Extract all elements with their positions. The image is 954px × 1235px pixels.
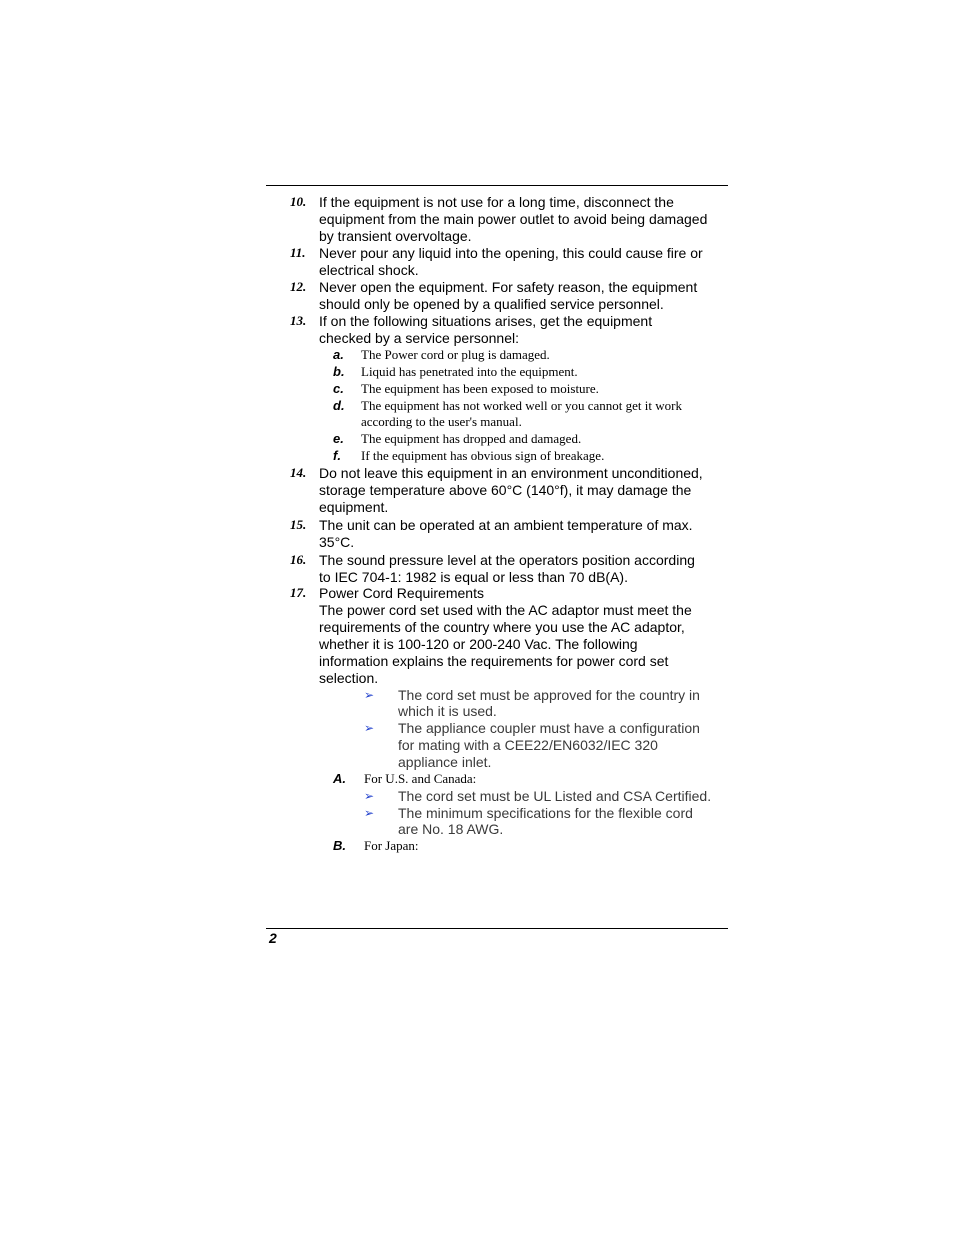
subitem-text: The equipment has been exposed to moisture. — [361, 381, 599, 396]
arrow-bullet-icon: ➢ — [364, 688, 375, 702]
subitem-letter: f. — [333, 448, 341, 463]
item-number: 17. — [290, 585, 307, 600]
item-text: The sound pressure level at the operators position according — [319, 552, 695, 568]
item-text: equipment. — [319, 499, 389, 515]
item-text: requirements of the country where you use the AC adaptor, — [319, 619, 685, 635]
item-text: storage temperature above 60°C (140°f), it may damage the — [319, 482, 692, 498]
item-number: 15. — [290, 517, 307, 532]
item-text: by transient overvoltage. — [319, 228, 472, 244]
region-label: For U.S. and Canada: — [364, 771, 477, 786]
item-text: The unit can be operated at an ambient temperature of max. — [319, 517, 693, 533]
item-text: whether it is 100-120 or 200-240 Vac. The following — [319, 636, 638, 652]
item-text: If on the following situations arises, get the equipment — [319, 313, 653, 329]
subitem-letter: b. — [333, 364, 345, 379]
bullet-text: are No. 18 AWG. — [398, 821, 504, 837]
item-text: Never open the equipment. For safety reason, the equipment — [319, 279, 698, 295]
region-letter: B. — [333, 838, 346, 853]
arrow-bullet-icon: ➢ — [364, 789, 375, 803]
region-letter: A. — [333, 771, 346, 786]
item-text: The power cord set used with the AC adaptor must meet the — [319, 602, 692, 618]
bullet-text: for mating with a CEE22/EN6032/IEC 320 — [398, 737, 658, 753]
item-number: 12. — [290, 279, 307, 294]
item-number: 11. — [290, 245, 306, 260]
item-text: equipment from the main power outlet to avoid being damaged — [319, 211, 708, 227]
item-text: If the equipment is not use for a long time, disconnect the — [319, 194, 674, 210]
item-text: information explains the requirements for power cord set — [319, 653, 669, 669]
subitem-text: The equipment has dropped and damaged. — [361, 431, 582, 446]
arrow-bullet-icon: ➢ — [364, 721, 375, 735]
item-text: electrical shock. — [319, 262, 419, 278]
subitem-text: If the equipment has obvious sign of breakage. — [361, 448, 605, 463]
subitem-text: The equipment has not worked well or you cannot get it work — [361, 398, 682, 413]
bullet-text: appliance inlet. — [398, 754, 492, 770]
subitem-letter: a. — [333, 347, 344, 362]
item-number: 13. — [290, 313, 307, 328]
bullet-text: The minimum specifications for the flexible cord — [398, 805, 693, 821]
item-number: 10. — [290, 194, 307, 209]
item-text: checked by a service personnel: — [319, 330, 519, 346]
bullet-text: The cord set must be UL Listed and CSA Certified. — [398, 788, 712, 804]
item-text: Do not leave this equipment in an environment unconditioned, — [319, 465, 703, 481]
bullet-text: The cord set must be approved for the country in — [398, 687, 700, 703]
item-text: selection. — [319, 670, 379, 686]
subitem-text: according to the user's manual. — [361, 414, 522, 429]
item-text: to IEC 704-1: 1982 is equal or less than 70 dB(A). — [319, 569, 628, 585]
item-text: Never pour any liquid into the opening, this could cause fire or — [319, 245, 703, 261]
footer-rule — [266, 928, 728, 929]
arrow-bullet-icon: ➢ — [364, 806, 375, 820]
subitem-letter: e. — [333, 431, 344, 446]
region-label: For Japan: — [364, 838, 419, 853]
item-text: 35°C. — [319, 534, 355, 550]
item-text: should only be opened by a qualified service personnel. — [319, 296, 664, 312]
subitem-letter: d. — [333, 398, 345, 413]
bullet-text: which it is used. — [398, 703, 497, 719]
item-heading: Power Cord Requirements — [319, 585, 484, 601]
bullet-text: The appliance coupler must have a configuration — [398, 720, 700, 736]
item-number: 14. — [290, 465, 307, 480]
subitem-letter: c. — [333, 381, 344, 396]
header-rule — [266, 185, 728, 186]
item-number: 16. — [290, 552, 307, 567]
page-number: 2 — [269, 930, 277, 946]
subitem-text: The Power cord or plug is damaged. — [361, 347, 550, 362]
subitem-text: Liquid has penetrated into the equipment. — [361, 364, 578, 379]
